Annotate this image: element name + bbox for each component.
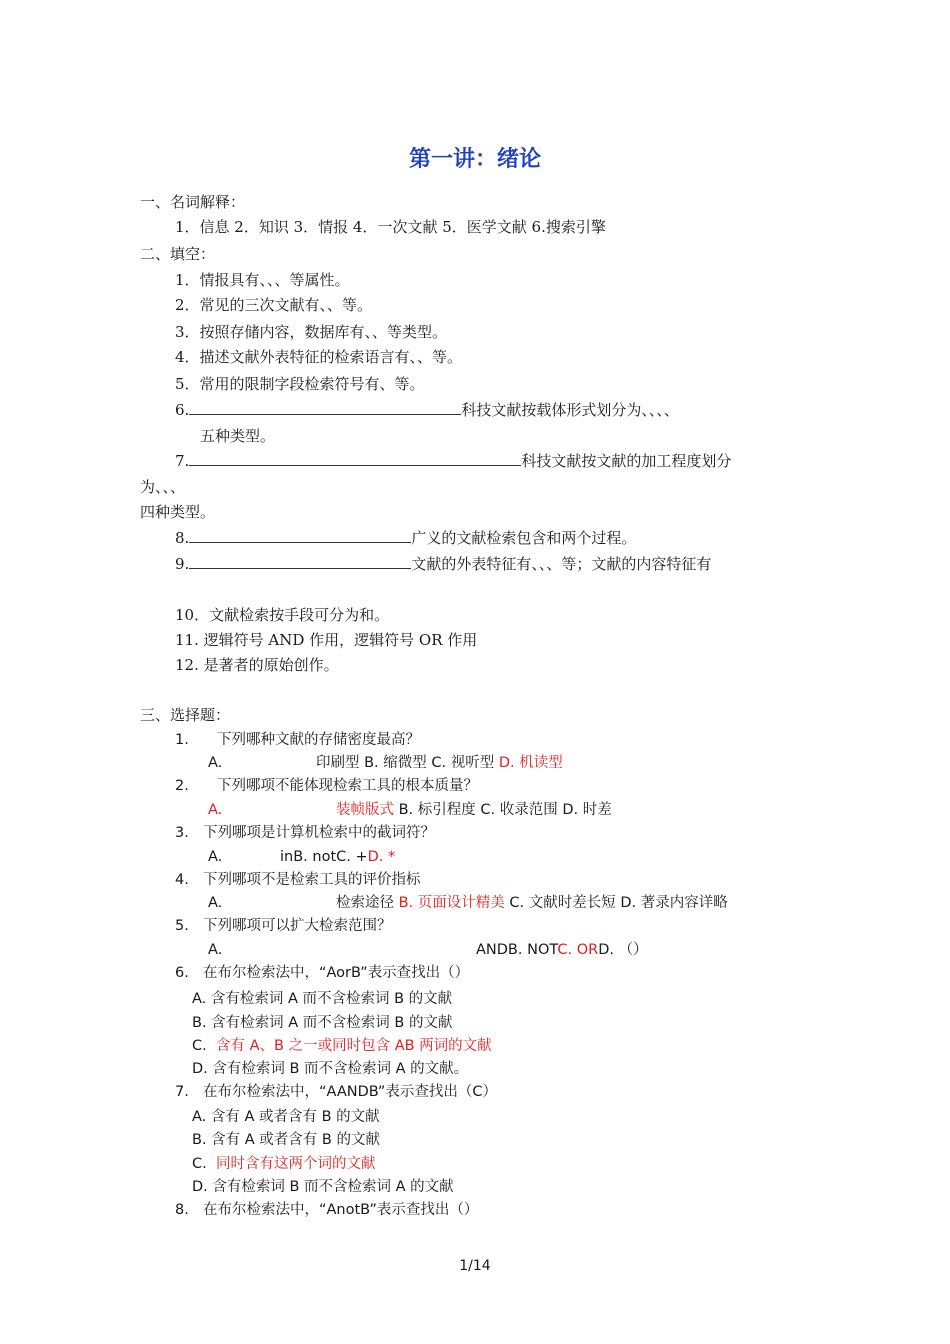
question-text: 在布尔检索法中，“AANDB”表示查找出（C） <box>203 1084 498 1100</box>
choice-question <box>175 823 435 843</box>
term-list: 1．信息 2．知识 3．情报 4．一次文献 5．医学文献 6.搜索引擎 <box>175 218 606 236</box>
question-text: 下列哪项不是检索工具的评价指标 <box>203 872 421 888</box>
blank-line <box>189 400 461 415</box>
choice-question <box>175 870 421 890</box>
correct-answer: D. * <box>367 849 396 865</box>
fill-question: 12. 是著者的原始创作。 <box>175 656 339 674</box>
section-heading: 一、名词解释： <box>140 193 246 211</box>
fill-question: 4．描述文献外表特征的检索语言有、、等。 <box>175 348 463 366</box>
choice-option: A. 含有 A 或者含有 B 的文献 <box>192 1109 380 1125</box>
question-continuation: 为、、、 <box>140 478 186 496</box>
question-text: 在布尔检索法中，“AnotB”表示查找出（） <box>203 1202 479 1218</box>
question-number: 8. <box>175 1202 189 1218</box>
fill-question: 5．常用的限制字段检索符号有、等。 <box>175 375 425 393</box>
blank-line <box>189 554 411 569</box>
option-label: A. <box>208 802 223 818</box>
question-text: 广义的文献检索包含和两个过程。 <box>411 529 637 547</box>
option-label: A. <box>208 849 223 865</box>
choice-question <box>175 963 469 983</box>
fill-question <box>175 451 731 471</box>
choice-question <box>175 1200 478 1220</box>
choice-option: B. 含有 A 或者含有 B 的文献 <box>192 1132 380 1148</box>
question-number: 6. <box>175 965 189 981</box>
question-number: 9. <box>175 555 190 573</box>
section-heading: 三、选择题： <box>140 706 231 724</box>
correct-answer: D. 机读型 <box>498 755 563 771</box>
options-text: 印刷型 B. 缩微型 C. 视听型 <box>316 755 495 771</box>
fill-question: 2．常见的三次文献有、、等。 <box>175 296 373 314</box>
choice-options <box>208 940 648 960</box>
question-text: 文献的外表特征有、、、等；文献的内容特征有 <box>411 555 712 573</box>
section-heading: 二、填空： <box>140 245 216 263</box>
correct-answer: 含有 A、B 之一或同时包含 AB 两词的文献 <box>216 1038 492 1054</box>
choice-question <box>175 776 478 796</box>
choice-option: D. 含有检索词 B 而不含检索词 A 的文献 <box>192 1179 454 1195</box>
blank-line <box>189 451 521 466</box>
page-number: 1/14 <box>459 1258 491 1274</box>
options-text: ANDB. NOT <box>476 942 558 958</box>
choice-question <box>175 1082 497 1102</box>
choice-question <box>175 730 420 750</box>
page-title: 第一讲：绪论 <box>408 147 541 172</box>
question-number: 6. <box>175 401 190 419</box>
correct-answer: C. OR <box>557 942 599 958</box>
question-text: 科技文献按载体形式划分为、、、、 <box>461 401 679 419</box>
options-text: D. （） <box>598 942 648 958</box>
fill-question: 11. 逻辑符号 AND 作用，逻辑符号 OR 作用 <box>175 631 478 649</box>
option-label: A. <box>208 755 223 771</box>
choice-option: A. 含有检索词 A 而不含检索词 B 的文献 <box>192 991 453 1007</box>
options-text: C. 文献时差长短 D. 著录内容详略 <box>509 895 728 911</box>
fill-question: 1．情报具有、、、等属性。 <box>175 271 350 289</box>
correct-answer: 装帧版式 <box>336 802 394 818</box>
question-text: 下列哪项可以扩大检索范围？ <box>203 918 392 934</box>
option-label: C. <box>192 1038 207 1054</box>
question-text: 下列哪项不能体现检索工具的根本质量？ <box>217 778 478 794</box>
fill-question <box>175 528 636 548</box>
choice-options <box>208 753 563 773</box>
question-number: 8. <box>175 529 190 547</box>
choice-option: D. 含有检索词 B 而不含检索词 A 的文献。 <box>192 1061 469 1077</box>
options-text: 检索途径 <box>336 895 394 911</box>
choice-options <box>208 893 728 913</box>
choice-options <box>208 800 612 820</box>
choice-option: B. 含有检索词 A 而不含检索词 B 的文献 <box>192 1015 453 1031</box>
question-number: 1. <box>175 732 189 748</box>
choice-option <box>192 1154 376 1174</box>
question-continuation: 四种类型。 <box>140 503 216 521</box>
blank-line <box>189 528 411 543</box>
option-label: C. <box>192 1156 207 1172</box>
question-text: 在布尔检索法中，“AorB”表示查找出（） <box>203 965 470 981</box>
question-continuation: 五种类型。 <box>200 427 276 445</box>
question-number: 7. <box>175 452 190 470</box>
choice-options <box>208 847 395 867</box>
choice-question <box>175 916 392 936</box>
options-text: inB. notC. + <box>280 849 368 865</box>
question-text: 下列哪种文献的存储密度最高？ <box>217 732 420 748</box>
question-number: 7. <box>175 1084 189 1100</box>
question-text: 科技文献按文献的加工程度划分 <box>521 452 732 470</box>
fill-question <box>175 400 679 420</box>
fill-question <box>175 554 711 574</box>
options-text: B. 标引程度 C. 收录范围 D. 时差 <box>398 802 612 818</box>
correct-answer: B. 页面设计精美 <box>398 895 505 911</box>
correct-answer: 同时含有这两个词的文献 <box>216 1156 376 1172</box>
question-text: 下列哪项是计算机检索中的截词符？ <box>203 825 435 841</box>
choice-option <box>192 1036 492 1056</box>
option-label: A. <box>208 942 223 958</box>
question-number: 4. <box>175 872 189 888</box>
fill-question: 3．按照存储内容，数据库有、、等类型。 <box>175 323 448 341</box>
question-number: 3. <box>175 825 189 841</box>
fill-question: 10．文献检索按手段可分为和。 <box>175 606 390 624</box>
option-label: A. <box>208 895 223 911</box>
question-number: 5. <box>175 918 189 934</box>
question-number: 2. <box>175 778 189 794</box>
